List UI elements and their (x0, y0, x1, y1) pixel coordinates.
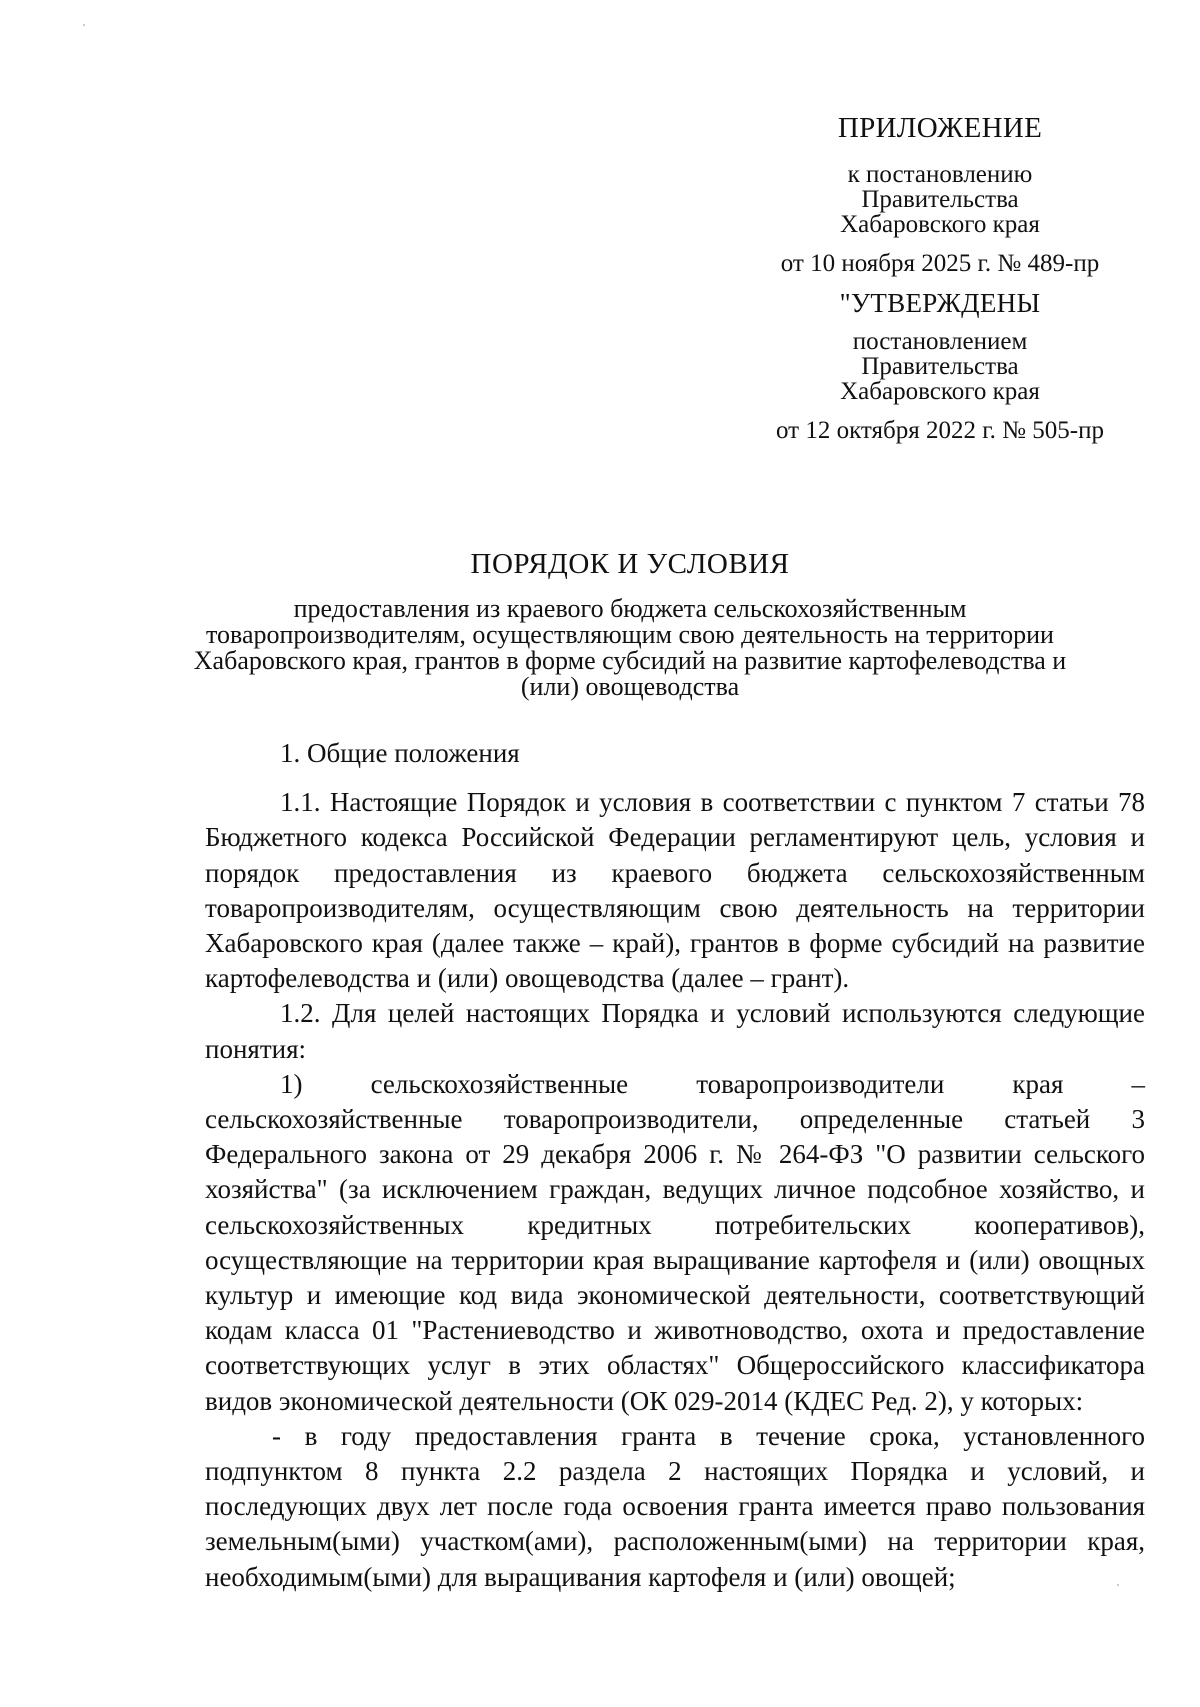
appendix-title: ПРИЛОЖЕНИЕ (837, 112, 1043, 144)
document-subtitle-line: предоставления из краевого бюджета сельскохозяйственным (293, 594, 967, 623)
header-line: постановлением (852, 328, 1028, 355)
paragraph-1-2-item-1: 1) сельскохозяйственные товаропроизводители края – сельскохозяйственные товаропроизводители, определенные статьей 3 Федерального закона от 29 декабря 2006 г. № 264-ФЗ "О развитии сельского хозяйства" (за исключением граждан, ведущих личное подсобное хозяйство, и сельскохозяйственных кредитных потребительских кооперативов), осуществляющие на территории края выращивание картофеля и (или) овощных культур и имеющие код вида экономической деятельности, соответствующий кодам класса 01 "Растениеводство и животноводство, охота и предоставление соответствующих услуг в этих областях" Общероссийского классификатора видов экономической деятельности (ОК 029-2014 (КДЕС Ред. 2), у которых: (205, 1068, 1145, 1416)
header-line: Хабаровского края (840, 211, 1040, 238)
header-line: Правительства (861, 353, 1019, 380)
header-line: Хабаровского края (840, 378, 1040, 405)
document-subtitle-line: (или) овощеводства (520, 672, 740, 701)
appendix-header (740, 108, 1140, 448)
document-body (205, 736, 1145, 1595)
paragraph-1-1: 1.1. Настоящие Порядок и условия в соответствии с пунктом 7 статьи 78 Бюджетного кодекса Российской Федерации регламентируют цель, условия и порядок предоставления из краевого бюджета сельскохозяйственным товаропроизводителям, осуществляющим свою деятельность на территории Хабаровского края (далее также – край), грантов в форме субсидий на развитие картофелеводства и (или) овощеводства (далее – грант). (205, 787, 1145, 994)
approved-label: "УТВЕРЖДЕНЫ (839, 288, 1041, 318)
paragraph-dash-item: - в году предоставления гранта в течение срока, установленного подпунктом 8 пункта 2.2 раздела 2 настоящих Порядка и условий, и последующих двух лет после года освоения гранта имеется право пользования земельным(ыми) участком(ами), расположенным(ыми) на территории края, необходимым(ыми) для выращивания картофеля и (или) овощей; (205, 1420, 1145, 1592)
header-date-original: от 12 октября 2022 г. № 505-пр (776, 417, 1104, 444)
scan-speck (83, 24, 85, 26)
document-subtitle-line: товаропроизводителям, осуществляющим свою деятельность на территории (206, 620, 1054, 649)
document-title: ПОРЯДОК И УСЛОВИЯ (470, 548, 790, 580)
paragraph-1-2: 1.2. Для целей настоящих Порядка и условий используются следующие понятия: (205, 998, 1145, 1064)
document-title-block (180, 544, 1080, 700)
header-date: от 10 ноября 2025 г. № 489-пр (780, 250, 1100, 277)
document-subtitle-line: Хабаровского края, грантов в форме субсидий на развитие картофелеводства и (193, 646, 1067, 675)
header-line: к постановлению (847, 161, 1033, 188)
section-heading: 1. Общие положения (280, 738, 520, 768)
header-line: Правительства (861, 186, 1019, 213)
